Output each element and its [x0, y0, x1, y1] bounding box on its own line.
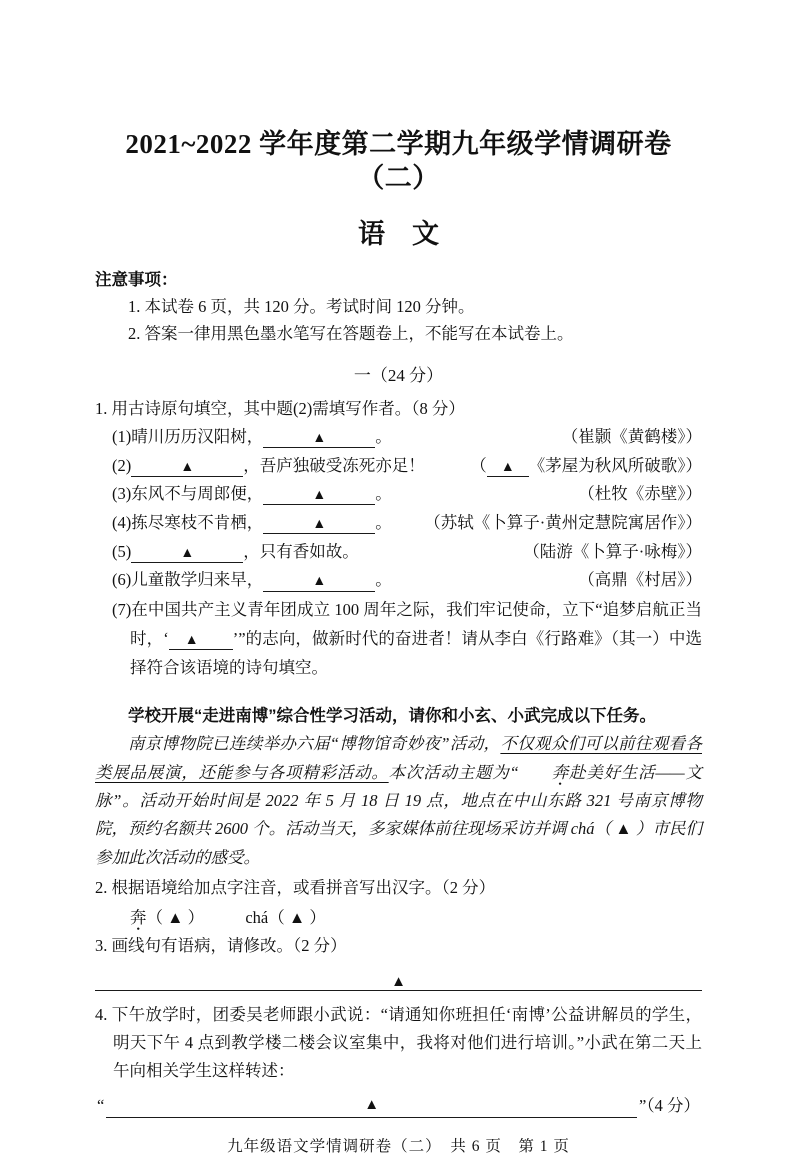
subject-title: 语 文 — [358, 218, 439, 249]
notice-item-1: 1. 本试卷 6 页，共 120 分。考试时间 120 分钟。 — [128, 296, 475, 316]
activity-intro: 学校开展“走进南博”综合性学习活动，请你和小玄、小武完成以下任务。 — [128, 707, 656, 726]
q1-item-1 — [95, 423, 702, 452]
q4-close-and-score: ”（4 分） — [639, 1095, 700, 1115]
q1-item-4-attribution — [424, 509, 702, 538]
notice-item-2: 2. 答案一律用黑色墨水笔写在答题卷上，不能写在本试卷上。 — [128, 324, 574, 344]
section-one-heading: 一（24 分） — [353, 366, 444, 386]
text-segment: 。 — [375, 426, 392, 446]
text-segment: chá（ ▲ ） — [195, 907, 326, 927]
text-segment: 南京博物院已连续举办六届“博物馆奇妙夜”活动， — [128, 734, 501, 754]
q3-stem: 3. 画线句有语病，请修改。（2 分） — [95, 936, 347, 956]
answer-blank: ▲ — [131, 546, 243, 563]
q1-item-4 — [95, 509, 702, 538]
q1-item-5-text — [112, 538, 359, 567]
answer-blank: ▲ — [487, 460, 529, 477]
text-segment: （高鼎《村居》） — [578, 570, 702, 590]
activity-passage — [95, 730, 702, 872]
text-segment: ’”的志向，做新时代的奋进者！请从李白《行路难》（其一）中选择符合该语境的诗句填空。 — [130, 628, 702, 677]
q1-item-7 — [95, 596, 702, 682]
page-footer: 九年级语文学情调研卷（二） 共 6 页 第 1 页 — [227, 1138, 570, 1156]
text-segment: 。 — [375, 513, 392, 532]
text-segment: (6)儿童散学归来早， — [112, 570, 264, 590]
text-segment: （ ▲ ） — [146, 907, 196, 927]
text-segment: （苏轼《卜算子·黄州定慧院寓居作》） — [424, 513, 702, 532]
q1-item-5-attribution — [523, 538, 702, 567]
text-segment: (2) — [112, 455, 132, 475]
q1-item-5 — [95, 538, 702, 567]
q1-item-1-attribution — [562, 423, 702, 452]
text-segment: (3)东风不与周郎便， — [112, 484, 264, 504]
q4-answer-line — [95, 1094, 702, 1119]
q3-answer-line: ▲ — [95, 963, 702, 991]
text-segment: 奔 — [130, 907, 147, 927]
q1-item-3 — [95, 480, 702, 509]
q1-item-6 — [95, 566, 702, 595]
text-segment: 。 — [375, 570, 392, 590]
text-segment: （崔颢《黄鹤楼》） — [561, 426, 702, 446]
q4-stem: 4. 下午放学时，团委吴老师跟小武说：“请通知你班担任‘南博’公益讲解员的学生，明天下午 4 点到教学楼二楼会议室集中，我将对他们进行培训。”小武在第二天上午向相关学生这样转述： — [95, 1004, 702, 1081]
q1-item-3-text — [112, 480, 392, 509]
q2-pinyin-line — [95, 903, 702, 933]
text-segment: （杜牧《赤壁》） — [578, 484, 702, 504]
q4-answer-blank: ▲ — [106, 1094, 637, 1119]
text-segment: 本次活动主题为“ — [388, 762, 519, 782]
text-segment: （ — [470, 455, 487, 475]
answer-blank: ▲ — [131, 460, 243, 477]
answer-blank: ▲ — [263, 431, 375, 448]
exam-title: 2021~2022 学年度第二学期九年级学情调研卷（二） — [125, 129, 672, 193]
text-segment: (1)晴川历历汉阳树， — [112, 426, 264, 446]
answer-blank: ▲ — [263, 517, 375, 534]
text-segment: 奔 — [551, 762, 569, 782]
q1-item-4-text — [112, 509, 392, 538]
q1-item-6-text — [112, 566, 392, 595]
q1-item-6-attribution — [578, 566, 702, 595]
q1-item-2-text — [112, 452, 425, 481]
q1-item-2-attribution — [470, 452, 702, 481]
answer-blank: ▲ — [169, 633, 233, 650]
q1-stem: 1. 用古诗原句填空，其中题(2)需填写作者。（8 分） — [95, 398, 465, 418]
text-segment: (7)在中国共产主义青年团成立 100 周年之际，我们牢记使命，立下“追梦启航正当时，‘ — [112, 600, 702, 648]
answer-blank: ▲ — [263, 488, 375, 505]
answer-blank: ▲ — [263, 574, 375, 591]
text-segment: 不仅观众们可以前往观看各类展品展演，还能参与各项精彩活动。 — [95, 734, 702, 782]
notice-heading: 注意事项： — [95, 269, 178, 289]
text-segment: 。 — [375, 484, 392, 504]
text-segment: (4)拣尽寒枝不肯栖， — [112, 513, 264, 532]
q1-item-2 — [95, 452, 702, 481]
text-segment: 《茅屋为秋风所破歌》） — [528, 455, 702, 475]
q4-open-quote: “ — [97, 1095, 105, 1115]
text-segment: (5) — [112, 541, 132, 561]
text-segment: （陆游《卜算子·咏梅》） — [523, 541, 702, 561]
text-segment: ，只有香如故。 — [243, 541, 359, 561]
q1-item-3-attribution — [578, 480, 702, 509]
q2-stem: 2. 根据语境给加点字注音，或看拼音写出汉字。（2 分） — [95, 878, 496, 898]
text-segment: 赴美好生活——文脉”。活动开始时间是 2022 年 5 月 18 日 19 点，地点在中山东路 321 号南京博物院，预约名额共 2600 个。活动当天，多家媒体前往现场采访并调 chá（ ▲ ）市民们参加此次活动的感受。 — [95, 762, 703, 867]
q1-item-1-text — [112, 423, 392, 452]
text-segment: ，吾庐独破受冻死亦足！ — [243, 455, 425, 475]
